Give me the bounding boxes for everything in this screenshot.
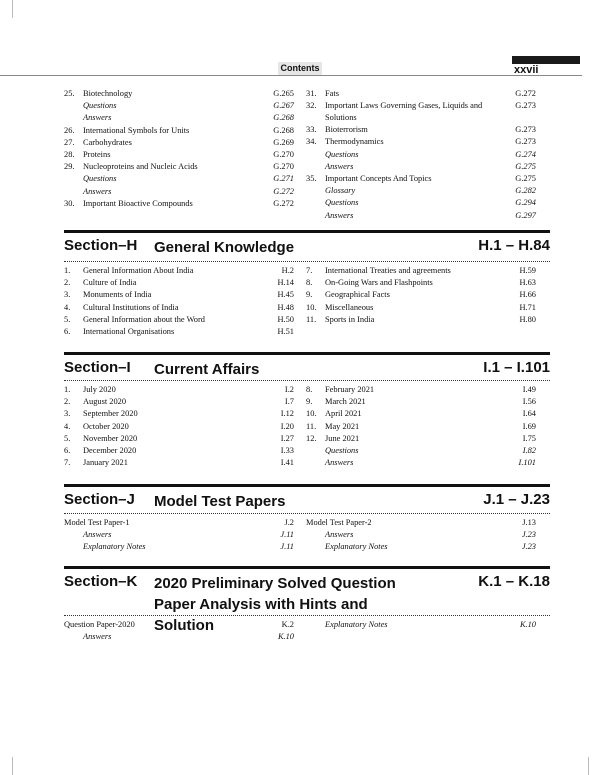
entry-page: I.56 [522, 397, 536, 407]
entry-title: Carbohydrates [83, 137, 132, 147]
entry-number: 33. [306, 125, 317, 135]
entry-title: February 2021 [325, 385, 375, 394]
entry-title: Important Bioactive Compounds [83, 198, 193, 208]
entry-title: Sports in India [325, 314, 375, 324]
entry-number: 2. [64, 278, 71, 288]
toc-entry[interactable] [64, 541, 294, 553]
entry-page: G.269 [273, 137, 294, 147]
entry-title: Bioterrorism [325, 125, 368, 135]
toc-entry[interactable] [64, 277, 294, 289]
entry-title: Answers [83, 113, 112, 123]
toc-entry[interactable] [306, 457, 536, 469]
entry-title: Answers [325, 210, 354, 220]
toc-entry[interactable] [306, 517, 536, 529]
entry-number: 28. [64, 149, 75, 159]
toc-entry[interactable] [64, 302, 294, 314]
entry-page: H.14 [277, 278, 294, 288]
entry-number: 5. [64, 433, 71, 443]
entry-page: G.270 [273, 162, 294, 172]
entry-number: 6. [64, 326, 71, 336]
entry-title: Cultural Institutions of India [83, 302, 179, 312]
toc-entry[interactable] [306, 173, 536, 185]
entry-number: 9. [306, 290, 313, 300]
entry-title: International Symbols for Units [83, 125, 190, 135]
entry-number: 3. [64, 290, 71, 300]
toc-column [306, 619, 536, 631]
toc-entry[interactable] [306, 302, 536, 314]
entry-title: January 2021 [83, 458, 128, 468]
entry-title: Explanatory Notes [325, 620, 388, 629]
toc-entry[interactable] [64, 137, 294, 149]
toc-entry[interactable] [306, 408, 536, 420]
section-header [64, 352, 550, 378]
section-label: Section–K [64, 573, 138, 590]
entry-title: Answers [325, 530, 354, 540]
entry-number: 10. [306, 302, 317, 312]
dotted-rule [64, 380, 550, 381]
entry-page: G.275 [515, 161, 536, 171]
toc-column [306, 517, 536, 554]
entry-number: 10. [306, 409, 317, 419]
toc-entry[interactable] [64, 326, 294, 338]
crop-mark [12, 757, 13, 775]
toc-entry[interactable] [306, 396, 536, 408]
entry-title: International Treaties and agreements [325, 266, 451, 275]
toc-column [306, 384, 536, 469]
entry-title: Question Paper-2020 [64, 620, 135, 629]
entry-page: I.75 [522, 433, 536, 443]
entry-title: September 2020 [83, 409, 138, 419]
toc-entry[interactable] [306, 433, 536, 445]
entry-page: J.11 [280, 530, 294, 540]
entry-title: Explanatory Notes [83, 542, 146, 552]
entry-page: H.48 [277, 302, 294, 312]
entry-title: Questions [83, 174, 117, 184]
toc-entry[interactable] [64, 289, 294, 301]
toc-entry[interactable] [64, 265, 294, 277]
toc-entry[interactable] [306, 197, 536, 209]
toc-entry[interactable] [64, 529, 294, 541]
entry-title: Questions [325, 149, 359, 159]
section-title: Current Affairs [154, 361, 260, 378]
entry-title: Nucleoproteins and Nucleic Acids [83, 162, 198, 172]
toc-entry[interactable] [64, 100, 294, 112]
entry-page: I.82 [522, 445, 536, 455]
entry-title: Proteins [83, 149, 111, 159]
entry-page: G.275 [515, 173, 536, 183]
toc-entry[interactable] [64, 161, 294, 173]
toc-entry[interactable] [306, 149, 536, 161]
section-label: Section–I [64, 359, 131, 376]
toc-entry[interactable] [306, 384, 536, 396]
entry-number: 26. [64, 125, 75, 135]
section-header [64, 484, 550, 510]
entry-title: Model Test Paper-1 [64, 518, 130, 527]
entry-title: November 2020 [83, 433, 138, 443]
toc-entry[interactable] [64, 88, 294, 100]
entry-title: Biotechnology [83, 89, 133, 98]
entry-title: May 2021 [325, 421, 360, 431]
section-page-range: J.1 – J.23 [483, 491, 550, 508]
entry-number: 34. [306, 137, 317, 147]
entry-page: G.294 [515, 198, 536, 208]
toc-column [64, 619, 294, 643]
entry-title: Model Test Paper-2 [306, 518, 372, 527]
entry-page: I.20 [280, 421, 294, 431]
toc-entry[interactable] [64, 631, 294, 643]
entry-title: Answers [83, 186, 112, 196]
toc-entry[interactable] [64, 314, 294, 326]
entry-page: G.282 [515, 186, 536, 196]
entry-title: Miscellaneous [325, 302, 374, 312]
entry-title: General Information About India [83, 266, 194, 275]
toc-entry[interactable] [64, 198, 294, 210]
toc-entry[interactable] [306, 185, 536, 197]
entry-title: Questions [83, 101, 117, 111]
toc-entry[interactable] [306, 529, 536, 541]
toc-entry[interactable] [306, 100, 536, 124]
section-page-range: H.1 – H.84 [478, 237, 550, 254]
entry-page: G.297 [515, 210, 536, 220]
entry-number: 7. [64, 458, 71, 468]
entry-number: 9. [306, 397, 313, 407]
section-header [64, 230, 550, 256]
entry-number: 29. [64, 162, 75, 172]
entry-page: I.27 [280, 433, 294, 443]
entry-title: Thermodynamics [325, 137, 384, 147]
entry-page: I.69 [522, 421, 536, 431]
entry-number: 25. [64, 89, 75, 98]
entry-number: 7. [306, 266, 313, 275]
toc-entry[interactable] [306, 136, 536, 148]
entry-page: J.23 [521, 542, 536, 552]
toc-entry[interactable] [64, 457, 294, 469]
entry-page: G.274 [515, 149, 536, 159]
entry-page: I.33 [280, 445, 294, 455]
entry-page: J.13 [522, 518, 536, 527]
entry-page: I.2 [284, 385, 294, 394]
entry-page: G.270 [273, 149, 294, 159]
entry-number: 12. [306, 433, 317, 443]
toc-entry[interactable] [64, 384, 294, 396]
entry-title: August 2020 [83, 397, 127, 407]
entry-page: H.71 [519, 302, 536, 312]
entry-page: H.63 [519, 278, 536, 288]
entry-number: 2. [64, 397, 71, 407]
entry-title: Questions [325, 198, 359, 208]
section-title: General Knowledge [154, 239, 295, 256]
page-number: xxvii [514, 64, 539, 76]
entry-number: 4. [64, 302, 71, 312]
entry-title: Culture of India [83, 278, 137, 288]
toc-entry[interactable] [64, 186, 294, 198]
entry-page: J.23 [521, 530, 536, 540]
entry-title: March 2021 [325, 397, 366, 407]
toc-column [306, 88, 536, 222]
entry-title: April 2021 [325, 409, 362, 419]
entry-number: 27. [64, 137, 75, 147]
dotted-rule [64, 615, 550, 616]
entry-page: G.271 [273, 174, 294, 184]
entry-page: H.59 [519, 266, 536, 275]
toc-entry[interactable] [306, 161, 536, 173]
toc-column [64, 88, 294, 210]
toc-column [306, 265, 536, 326]
toc-entry[interactable] [306, 619, 536, 631]
entry-number: 5. [64, 314, 71, 324]
toc-entry[interactable] [306, 277, 536, 289]
contents-tab: Contents [278, 62, 322, 75]
entry-number: 1. [64, 266, 71, 275]
entry-title: Important Laws Governing Gases, Liquids and Solutions [325, 101, 483, 122]
toc-entry[interactable] [64, 149, 294, 161]
entry-page: G.273 [515, 125, 536, 135]
section-title: Model Test Papers [154, 493, 286, 510]
entry-page: G.272 [515, 89, 536, 98]
toc-entry[interactable] [306, 314, 536, 326]
entry-page: H.80 [519, 314, 536, 324]
entry-title: July 2020 [83, 385, 116, 394]
entry-page: I.64 [522, 409, 536, 419]
toc-entry[interactable] [64, 517, 294, 529]
entry-page: I.101 [518, 458, 536, 468]
entry-page: I.41 [280, 458, 294, 468]
section-page-range: K.1 – K.18 [478, 573, 550, 590]
entry-page: I.12 [280, 409, 294, 419]
toc-column [64, 265, 294, 338]
entry-title: Geographical Facts [325, 290, 390, 300]
section-label: Section–J [64, 491, 135, 508]
entry-title: On-Going Wars and Flashpoints [325, 278, 433, 288]
toc-entry[interactable] [64, 433, 294, 445]
entry-page: G.267 [273, 101, 294, 111]
toc-entry[interactable] [64, 408, 294, 420]
entry-title: Answers [325, 458, 354, 468]
toc-entry[interactable] [64, 421, 294, 433]
crop-mark [588, 757, 589, 775]
toc-entry[interactable] [64, 619, 294, 631]
section-label: Section–H [64, 237, 138, 254]
entry-number: 31. [306, 89, 317, 98]
entry-page: K.2 [281, 620, 294, 629]
entry-page: K.10 [519, 620, 536, 629]
entry-page: J.11 [280, 542, 294, 552]
entry-title: December 2020 [83, 445, 137, 455]
toc-entry[interactable] [306, 88, 536, 100]
toc-column [64, 384, 294, 469]
entry-title: October 2020 [83, 421, 129, 431]
entry-page: G.272 [273, 186, 294, 196]
toc-entry[interactable] [64, 125, 294, 137]
entry-page: G.268 [273, 125, 294, 135]
entry-number: 11. [306, 314, 317, 324]
top-bar-decoration [512, 56, 580, 64]
entry-page: H.50 [277, 314, 294, 324]
entry-page: I.49 [522, 385, 536, 394]
entry-page: I.7 [284, 397, 294, 407]
entry-number: 4. [64, 421, 71, 431]
entry-title: June 2021 [325, 433, 360, 443]
toc-entry[interactable] [306, 541, 536, 553]
entry-page: H.51 [277, 326, 294, 336]
entry-title: General Information about the Word [83, 314, 205, 324]
toc-entry[interactable] [306, 265, 536, 277]
entry-page: G.265 [273, 89, 294, 98]
entry-title: Answers [83, 530, 112, 540]
entry-page: H.45 [277, 290, 294, 300]
entry-page: J.2 [284, 518, 294, 527]
entry-title: Fats [325, 89, 339, 98]
header-rule [0, 75, 582, 76]
entry-title: Monuments of India [83, 290, 152, 300]
entry-number: 8. [306, 278, 313, 288]
toc-entry[interactable] [64, 112, 294, 124]
section-title: 2020 Preliminary Solved Question Paper Analysis with Hints and Solution [154, 575, 396, 634]
entry-number: 30. [64, 198, 75, 208]
entry-page: H.2 [281, 266, 294, 275]
dotted-rule [64, 513, 550, 514]
crop-mark [12, 0, 13, 18]
entry-title: Answers [83, 632, 112, 642]
toc-column [64, 517, 294, 554]
toc-entry[interactable] [306, 289, 536, 301]
toc-entry[interactable] [64, 173, 294, 185]
entry-page: H.66 [519, 290, 536, 300]
entry-title: Important Concepts And Topics [325, 173, 432, 183]
entry-page: G.273 [515, 101, 536, 111]
toc-entry[interactable] [64, 396, 294, 408]
entry-number: 3. [64, 409, 71, 419]
entry-number: 6. [64, 445, 71, 455]
entry-title: Glossary [325, 186, 356, 196]
entry-title: Questions [325, 445, 359, 455]
entry-page: G.272 [273, 198, 294, 208]
entry-number: 8. [306, 385, 313, 394]
entry-title: Answers [325, 161, 354, 171]
entry-title: International Organisations [83, 326, 175, 336]
toc-entry[interactable] [306, 210, 536, 222]
toc-entry[interactable] [64, 445, 294, 457]
toc-entry[interactable] [306, 421, 536, 433]
toc-entry[interactable] [306, 124, 536, 136]
entry-number: 11. [306, 421, 317, 431]
section-page-range: I.1 – I.101 [483, 359, 550, 376]
dotted-rule [64, 261, 550, 262]
toc-entry[interactable] [306, 445, 536, 457]
entry-page: K.10 [277, 632, 294, 642]
entry-number: 1. [64, 385, 71, 394]
entry-number: 32. [306, 101, 317, 111]
entry-title: Explanatory Notes [325, 542, 388, 552]
entry-number: 35. [306, 173, 317, 183]
entry-page: G.268 [273, 113, 294, 123]
entry-page: G.273 [515, 137, 536, 147]
